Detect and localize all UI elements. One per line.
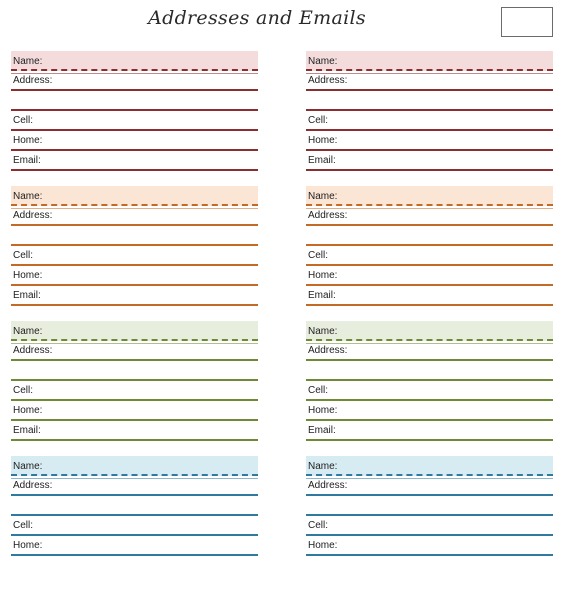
contact-card-red [306, 51, 553, 186]
name-label: Name: [13, 326, 43, 337]
address-field[interactable] [306, 71, 553, 91]
address-line-2[interactable] [306, 496, 553, 516]
address-field[interactable] [306, 206, 553, 226]
email-label: Email: [308, 290, 336, 301]
cell-field[interactable] [306, 246, 553, 266]
cell-label: Cell: [13, 520, 34, 531]
name-label: Name: [13, 56, 43, 67]
address-line-2[interactable] [306, 91, 553, 111]
address-label: Address: [13, 345, 53, 356]
address-line-2[interactable] [11, 496, 258, 516]
right-column [306, 51, 553, 591]
home-field[interactable] [306, 131, 553, 151]
address-line-2[interactable] [306, 361, 553, 381]
contact-card-red [11, 51, 258, 186]
name-field[interactable] [306, 321, 553, 341]
name-label: Name: [308, 326, 338, 337]
contact-card-orange [11, 186, 258, 321]
home-field[interactable] [306, 401, 553, 421]
cell-label: Cell: [308, 250, 329, 261]
home-label: Home: [13, 135, 43, 146]
address-field[interactable] [306, 341, 553, 361]
name-field[interactable] [306, 456, 553, 476]
contact-card-orange [306, 186, 553, 321]
name-label: Name: [308, 191, 338, 202]
email-label: Email: [308, 425, 336, 436]
cell-field[interactable] [306, 111, 553, 131]
contact-card-green [306, 321, 553, 456]
address-field[interactable] [11, 71, 258, 91]
page-title: Addresses and Emails [148, 7, 366, 29]
address-field[interactable] [11, 206, 258, 226]
name-label: Name: [308, 56, 338, 67]
home-label: Home: [308, 405, 338, 416]
address-field[interactable] [11, 476, 258, 496]
contact-card-green [11, 321, 258, 456]
home-label: Home: [13, 540, 43, 551]
address-label: Address: [308, 210, 348, 221]
address-line-2[interactable] [11, 361, 258, 381]
address-label: Address: [13, 480, 53, 491]
name-label: Name: [13, 191, 43, 202]
cell-field[interactable] [11, 381, 258, 401]
cell-label: Cell: [308, 520, 329, 531]
home-field[interactable] [11, 131, 258, 151]
cell-label: Cell: [13, 250, 34, 261]
cell-field[interactable] [11, 516, 258, 536]
cell-label: Cell: [308, 385, 329, 396]
email-label: Email: [13, 425, 41, 436]
contact-card-blue [11, 456, 258, 591]
email-field[interactable] [306, 151, 553, 171]
name-label: Name: [13, 461, 43, 472]
email-label: Email: [13, 155, 41, 166]
cell-label: Cell: [13, 385, 34, 396]
address-label: Address: [13, 210, 53, 221]
home-field[interactable] [306, 536, 553, 556]
cell-label: Cell: [308, 115, 329, 126]
address-label: Address: [13, 75, 53, 86]
email-field[interactable] [11, 286, 258, 306]
address-label: Address: [308, 480, 348, 491]
home-field[interactable] [306, 266, 553, 286]
home-label: Home: [308, 135, 338, 146]
cell-field[interactable] [306, 381, 553, 401]
name-field[interactable] [306, 186, 553, 206]
email-field[interactable] [306, 286, 553, 306]
name-field[interactable] [306, 51, 553, 71]
home-label: Home: [308, 270, 338, 281]
home-field[interactable] [11, 266, 258, 286]
address-line-2[interactable] [306, 226, 553, 246]
left-column [11, 51, 258, 591]
name-field[interactable] [11, 186, 258, 206]
email-field[interactable] [11, 151, 258, 171]
email-label: Email: [13, 290, 41, 301]
contact-card-blue [306, 456, 553, 591]
address-line-2[interactable] [11, 226, 258, 246]
address-field[interactable] [11, 341, 258, 361]
address-field[interactable] [306, 476, 553, 496]
home-label: Home: [308, 540, 338, 551]
cell-field[interactable] [11, 246, 258, 266]
cell-field[interactable] [11, 111, 258, 131]
cell-field[interactable] [306, 516, 553, 536]
home-label: Home: [13, 405, 43, 416]
email-label: Email: [308, 155, 336, 166]
name-label: Name: [308, 461, 338, 472]
home-field[interactable] [11, 401, 258, 421]
address-label: Address: [308, 345, 348, 356]
address-label: Address: [308, 75, 348, 86]
email-field[interactable] [306, 421, 553, 441]
name-field[interactable] [11, 456, 258, 476]
home-field[interactable] [11, 536, 258, 556]
home-label: Home: [13, 270, 43, 281]
corner-box [501, 7, 553, 37]
cell-label: Cell: [13, 115, 34, 126]
name-field[interactable] [11, 321, 258, 341]
name-field[interactable] [11, 51, 258, 71]
email-field[interactable] [11, 421, 258, 441]
address-line-2[interactable] [11, 91, 258, 111]
